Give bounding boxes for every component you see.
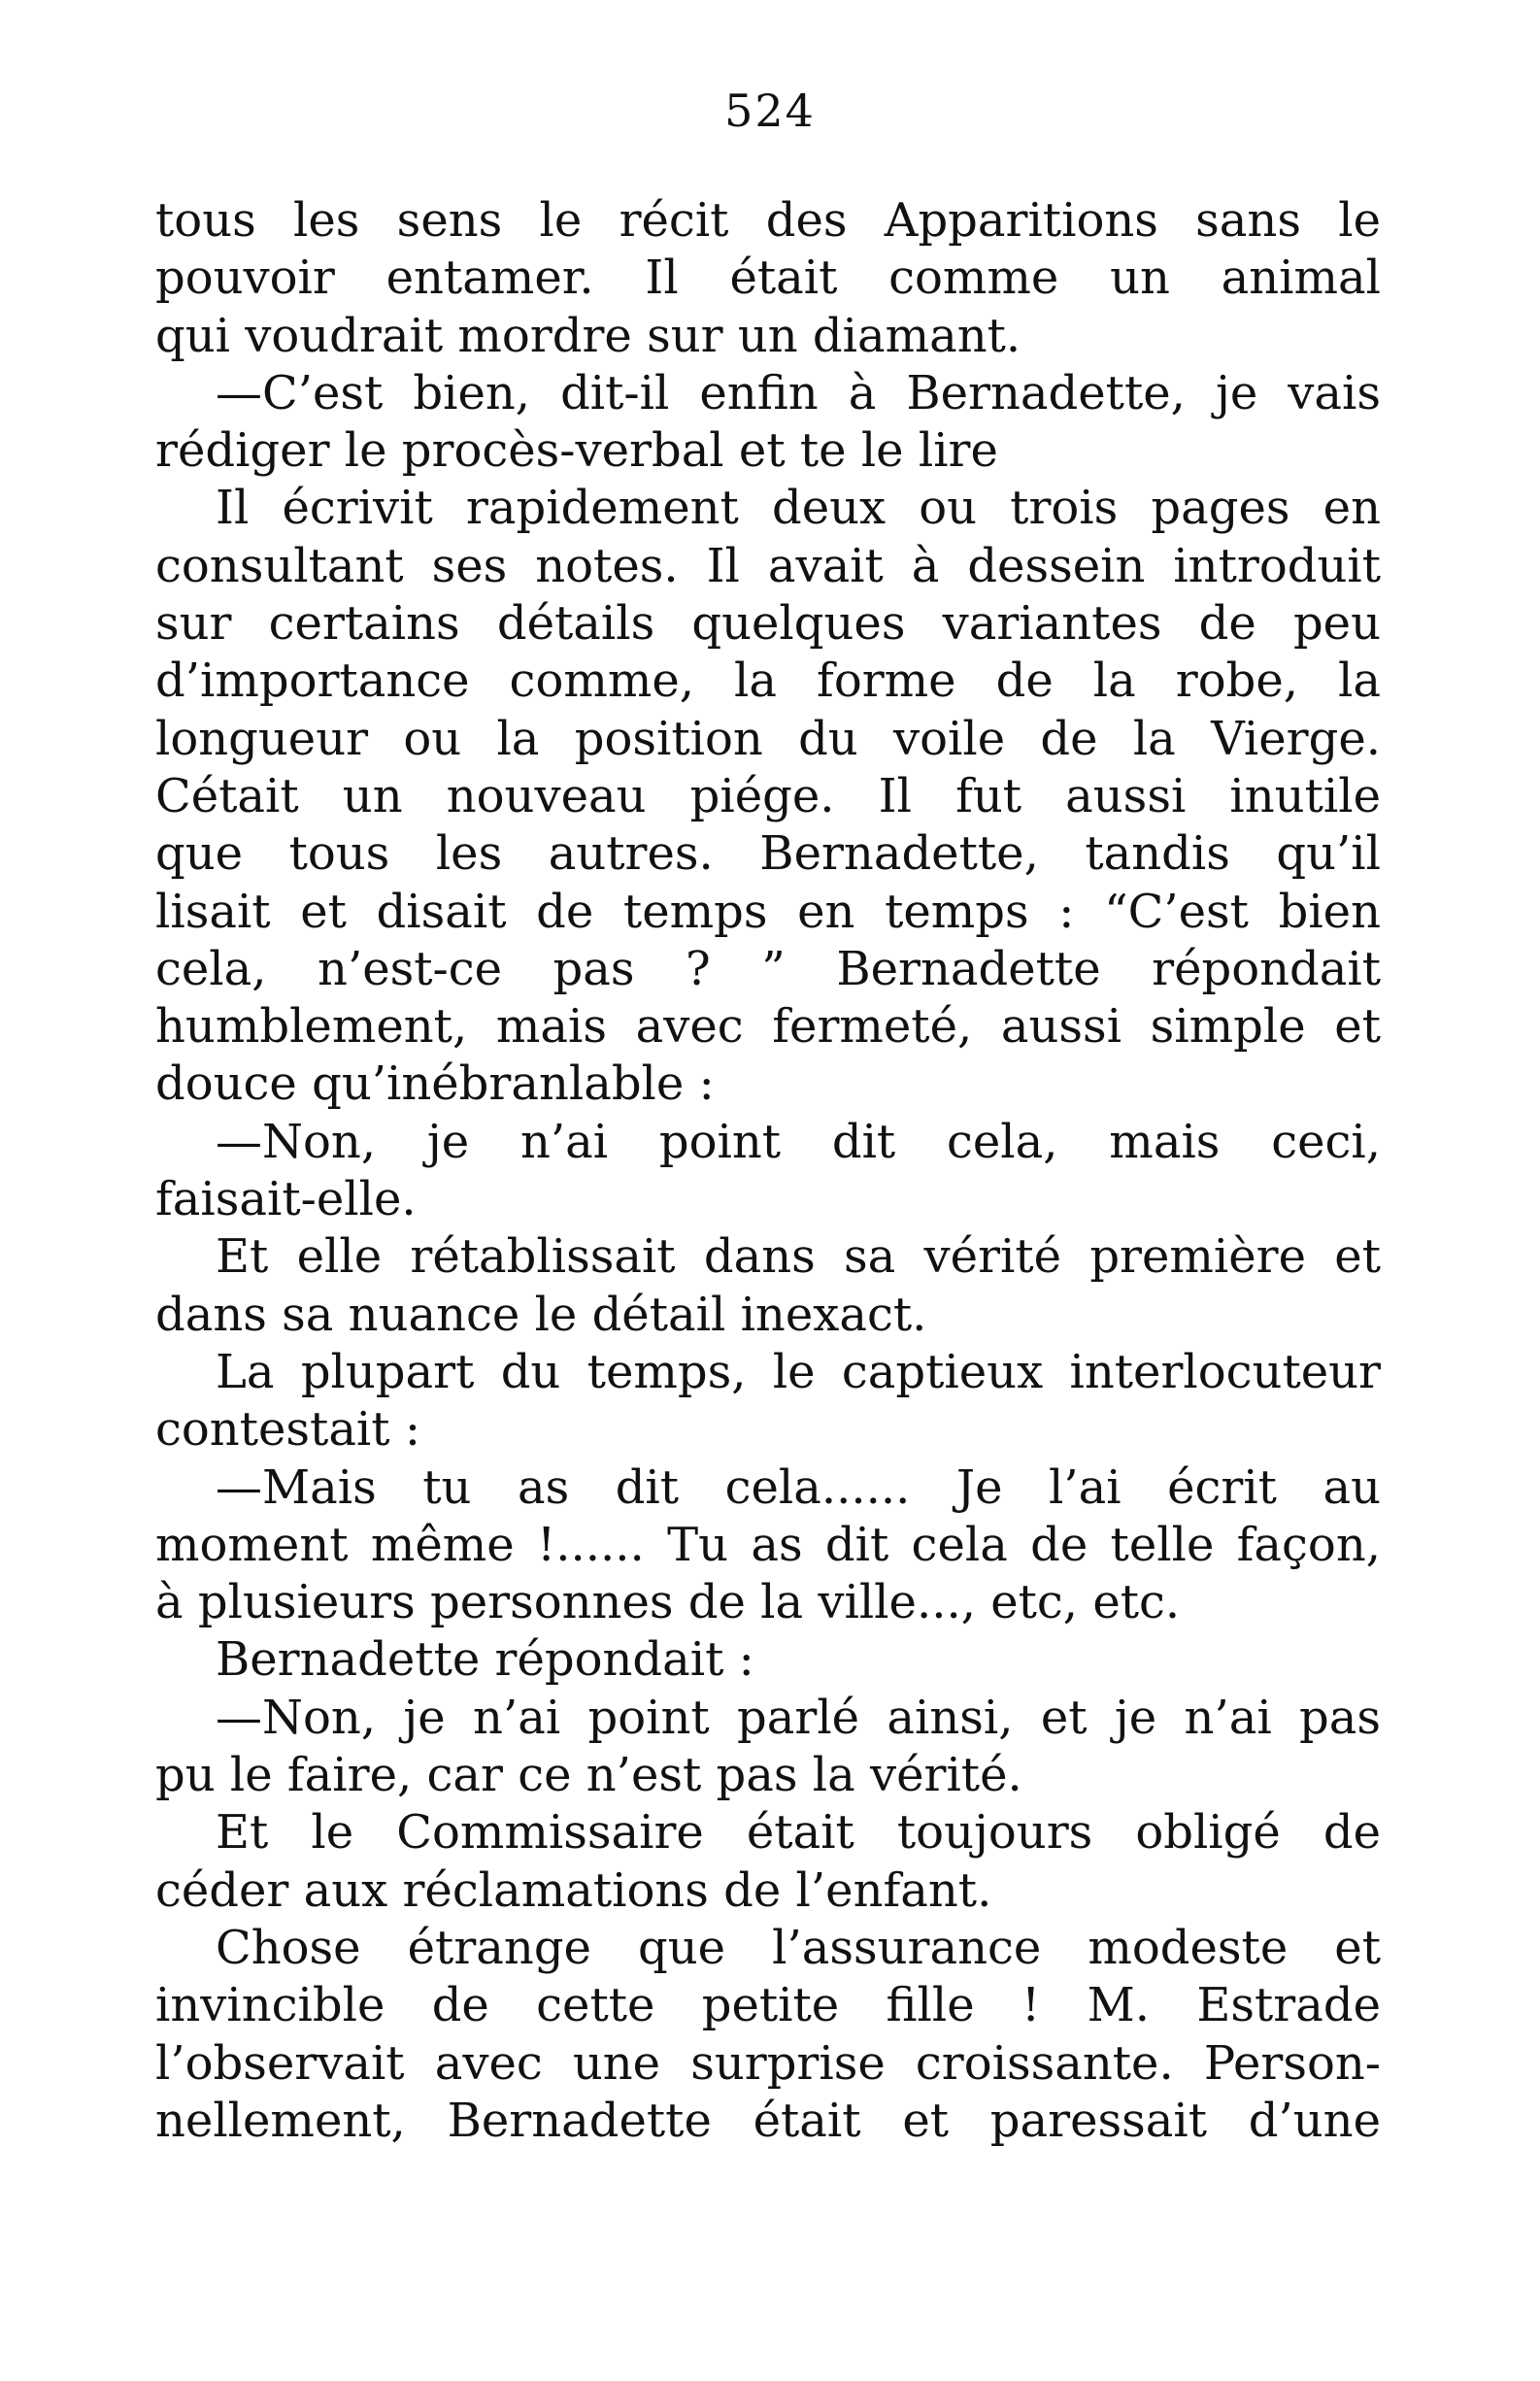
text-line: Chose étrange que l’assurance modeste et: [216, 1920, 1381, 1975]
text-line: —Mais tu as dit cela...... Je l’ai écrit au: [216, 1459, 1381, 1515]
text-line: douce qu’inébranlable :: [155, 1056, 715, 1112]
text-line: Cétait un nouveau piége. Il fut aussi inutile: [155, 768, 1381, 823]
text-line: —Non, je n’ai point dit cela, mais ceci,: [216, 1114, 1381, 1169]
text-line: dans sa nuance le détail inexact.: [155, 1287, 927, 1342]
text-line: —C’est bien, dit-il enfin à Bernadette, je vais: [216, 365, 1381, 420]
text-line: moment même !...... Tu as dit cela de telle façon,: [155, 1517, 1381, 1572]
text-line: cela, n’est-ce pas ? ” Bernadette répondait: [155, 941, 1381, 996]
text-line: Bernadette répondait :: [216, 1632, 754, 1688]
text-line: contestait :: [155, 1402, 420, 1458]
text-line: Et elle rétablissait dans sa vérité première et: [216, 1229, 1381, 1285]
text-line: qui voudrait mordre sur un diamant.: [155, 308, 1021, 363]
text-line: invincible de cette petite fille ! M. Estrade: [155, 1978, 1381, 2033]
text-line: longueur ou la position du voile de la Vierge.: [155, 711, 1381, 766]
text-line: nellement, Bernadette était et paressait d’une: [155, 2093, 1381, 2148]
text-line: La plupart du temps, le captieux interlocuteur: [216, 1344, 1381, 1399]
text-line: tous les sens le récit des Apparitions sans le: [155, 193, 1381, 248]
text-line: faisait-elle.: [155, 1172, 417, 1227]
text-line: que tous les autres. Bernadette, tandis qu’il: [155, 826, 1381, 882]
text-line: sur certains détails quelques variantes de peu: [155, 596, 1381, 652]
body-text: [155, 192, 1381, 2150]
text-line: d’importance comme, la forme de la robe, la: [155, 654, 1381, 709]
text-line: consultant ses notes. Il avait à dessein introduit: [155, 538, 1381, 593]
text-line: humblement, mais avec fermeté, aussi simple et: [155, 999, 1381, 1055]
text-line: Il écrivit rapidement deux ou trois pages en: [216, 481, 1381, 536]
text-line: rédiger le procès-verbal et te le lire: [155, 423, 998, 479]
text-line: —Non, je n’ai point parlé ainsi, et je n’ai pas: [216, 1690, 1381, 1745]
text-line: à plusieurs personnes de la ville..., etc, etc.: [155, 1575, 1181, 1630]
text-line: l’observait avec une surprise croissante. Person-: [155, 2035, 1381, 2091]
page-number: 524: [724, 84, 816, 137]
text-line: pouvoir entamer. Il était comme un animal: [155, 251, 1381, 306]
text-line: céder aux réclamations de l’enfant.: [155, 1862, 992, 1918]
text-line: Et le Commissaire était toujours obligé de: [216, 1805, 1381, 1861]
text-line: pu le faire, car ce n’est pas la vérité.: [155, 1748, 1022, 1803]
text-line: lisait et disait de temps en temps : “C’est bien: [155, 884, 1381, 939]
